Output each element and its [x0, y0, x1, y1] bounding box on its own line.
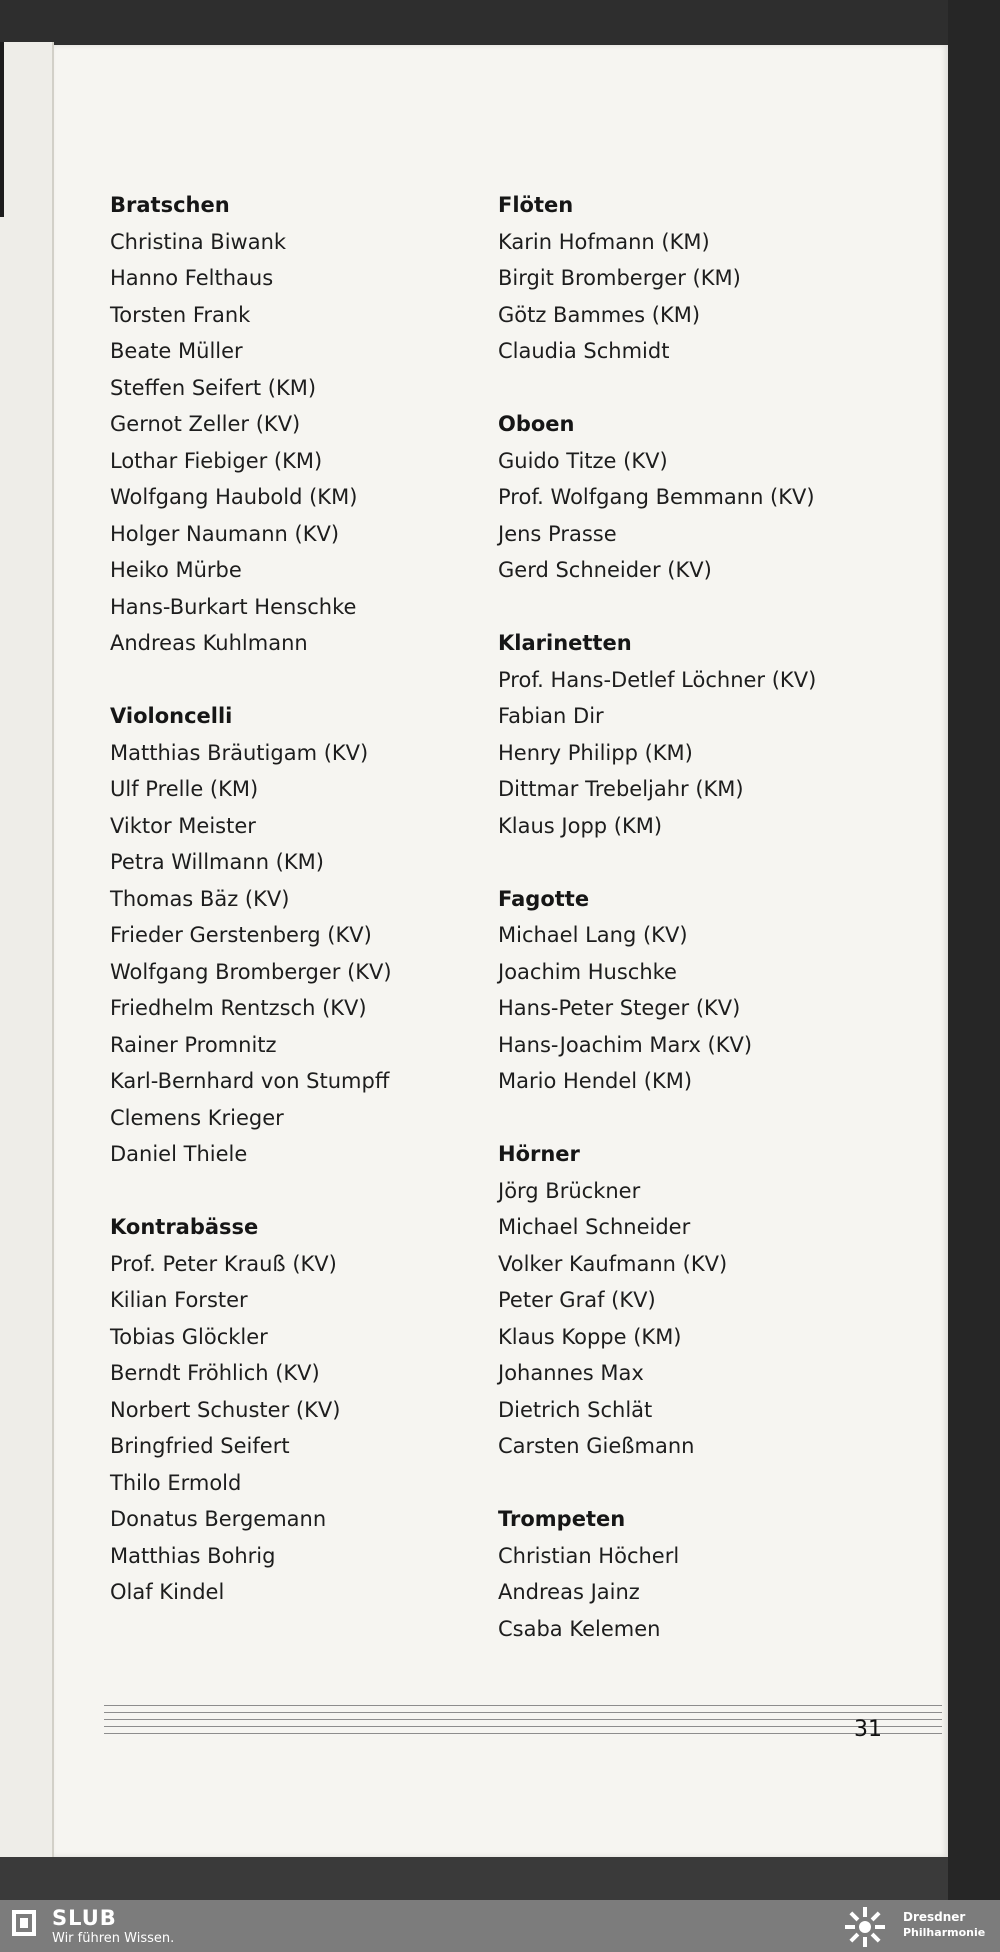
member-name: Friedhelm Rentzsch (KV)	[110, 996, 367, 1020]
section	[498, 881, 938, 1100]
page-edge-shadow	[0, 42, 4, 217]
member-name: Petra Willmann (KM)	[110, 850, 324, 874]
section-heading: Oboen	[498, 412, 575, 436]
member-name: Wolfgang Bromberger (KV)	[110, 959, 392, 984]
member-name: Andreas Kuhlmann	[110, 631, 308, 655]
member-name: Klaus Koppe (KM)	[498, 1324, 682, 1349]
dresdner-philharmonie-text-line1: Dresdner	[903, 1910, 966, 1924]
member-name: Volker Kaufmann (KV)	[498, 1251, 728, 1276]
member-name: Fabian Dir	[498, 704, 604, 728]
member-name: Wolfgang Haubold (KM)	[110, 485, 358, 509]
member-name: Heiko Mürbe	[110, 558, 242, 582]
left-column	[110, 187, 490, 1647]
member-name: Christina Biwank	[110, 229, 287, 254]
section-heading: Flöten	[498, 193, 574, 217]
slub-logo-icon	[12, 1910, 36, 1936]
right-column	[498, 187, 938, 1684]
member-name: Claudia Schmidt	[498, 339, 670, 363]
section	[110, 187, 490, 662]
viewer-footer-bar	[0, 1900, 1000, 1952]
member-name: Csaba Kelemen	[498, 1616, 661, 1641]
member-name: Karl-Bernhard von Stumpff	[110, 1069, 390, 1093]
section-heading: Kontrabässe	[110, 1215, 259, 1239]
member-name: Michael Lang (KV)	[498, 923, 688, 947]
member-name: Michael Schneider	[498, 1215, 691, 1239]
member-name: Prof. Wolfgang Bemmann (KV)	[498, 485, 815, 509]
member-name: Clemens Krieger	[110, 1105, 284, 1130]
footer-staff-lines	[104, 1705, 942, 1741]
page-number: 31	[854, 1717, 882, 1742]
dresdner-philharmonie-logo-icon	[842, 1904, 888, 1950]
member-name: Holger Naumann (KV)	[110, 521, 340, 546]
member-name: Tobias Glöckler	[110, 1324, 268, 1349]
member-name: Karin Hofmann (KM)	[498, 229, 710, 254]
member-name: Gernot Zeller (KV)	[110, 412, 301, 436]
member-name: Jörg Brückner	[498, 1178, 641, 1203]
member-name: Bringfried Seifert	[110, 1434, 290, 1458]
member-name: Gerd Schneider (KV)	[498, 558, 712, 582]
member-name: Peter Graf (KV)	[498, 1288, 656, 1312]
member-name: Prof. Peter Krauß (KV)	[110, 1251, 337, 1276]
member-name: Steffen Seifert (KM)	[110, 375, 317, 400]
member-name: Viktor Meister	[110, 813, 256, 838]
dresdner-philharmonie-text-line2: Philharmonie	[903, 1926, 986, 1939]
section-heading: Fagotte	[498, 886, 590, 911]
member-name: Ulf Prelle (KM)	[110, 777, 259, 801]
member-name: Jens Prasse	[498, 521, 617, 546]
member-name: Frieder Gerstenberg (KV)	[110, 923, 372, 947]
member-name: Thomas Bäz (KV)	[110, 886, 290, 911]
member-name: Daniel Thiele	[110, 1142, 248, 1166]
member-name: Andreas Jainz	[498, 1580, 640, 1604]
member-name: Hans-Joachim Marx (KV)	[498, 1032, 753, 1057]
member-name: Matthias Bohrig	[110, 1543, 276, 1568]
member-name: Hanno Felthaus	[110, 266, 274, 290]
member-name: Joachim Huschke	[498, 959, 677, 984]
member-name: Birgit Bromberger (KM)	[498, 266, 741, 290]
section	[110, 698, 490, 1173]
member-name: Christian Höcherl	[498, 1543, 680, 1568]
slub-logo-text: SLUB	[52, 1906, 117, 1930]
member-name: Prof. Hans-Detlef Löchner (KV)	[498, 667, 817, 692]
member-name: Matthias Bräutigam (KV)	[110, 740, 369, 765]
member-name: Lothar Fiebiger (KM)	[110, 448, 323, 473]
section	[110, 1209, 490, 1611]
member-name: Mario Hendel (KM)	[498, 1069, 693, 1093]
slub-tagline: Wir führen Wissen.	[52, 1931, 175, 1946]
member-name: Hans-Peter Steger (KV)	[498, 996, 741, 1020]
member-name: Torsten Frank	[110, 302, 251, 327]
section-heading: Bratschen	[110, 193, 230, 217]
member-name: Guido Titze (KV)	[498, 448, 668, 473]
member-name: Berndt Fröhlich (KV)	[110, 1361, 320, 1385]
member-name: Kilian Forster	[110, 1288, 248, 1312]
section-heading: Klarinetten	[498, 631, 632, 655]
member-name: Dittmar Trebeljahr (KM)	[498, 777, 744, 801]
member-name: Hans-Burkart Henschke	[110, 594, 357, 619]
section	[498, 1136, 938, 1465]
member-name: Johannes Max	[498, 1361, 644, 1385]
member-name: Olaf Kindel	[110, 1580, 225, 1604]
member-name: Henry Philipp (KM)	[498, 740, 693, 765]
scan-background-right	[948, 0, 1000, 1900]
section-heading: Violoncelli	[110, 704, 233, 728]
section-heading: Trompeten	[498, 1507, 626, 1531]
section	[498, 625, 938, 844]
member-name: Dietrich Schlät	[498, 1397, 653, 1422]
section	[498, 1501, 938, 1647]
member-name: Beate Müller	[110, 339, 243, 363]
member-name: Thilo Ermold	[110, 1470, 242, 1495]
scan-background-top	[0, 0, 1000, 45]
member-name: Götz Bammes (KM)	[498, 302, 701, 327]
section	[498, 187, 938, 370]
member-name: Klaus Jopp (KM)	[498, 813, 663, 838]
section-heading: Hörner	[498, 1142, 580, 1166]
member-name: Carsten Gießmann	[498, 1434, 695, 1458]
previous-page-edge	[0, 42, 54, 1857]
member-name: Donatus Bergemann	[110, 1507, 327, 1531]
member-name: Rainer Promnitz	[110, 1032, 277, 1057]
section	[498, 406, 938, 589]
document-page	[54, 45, 948, 1857]
member-name: Norbert Schuster (KV)	[110, 1397, 341, 1422]
